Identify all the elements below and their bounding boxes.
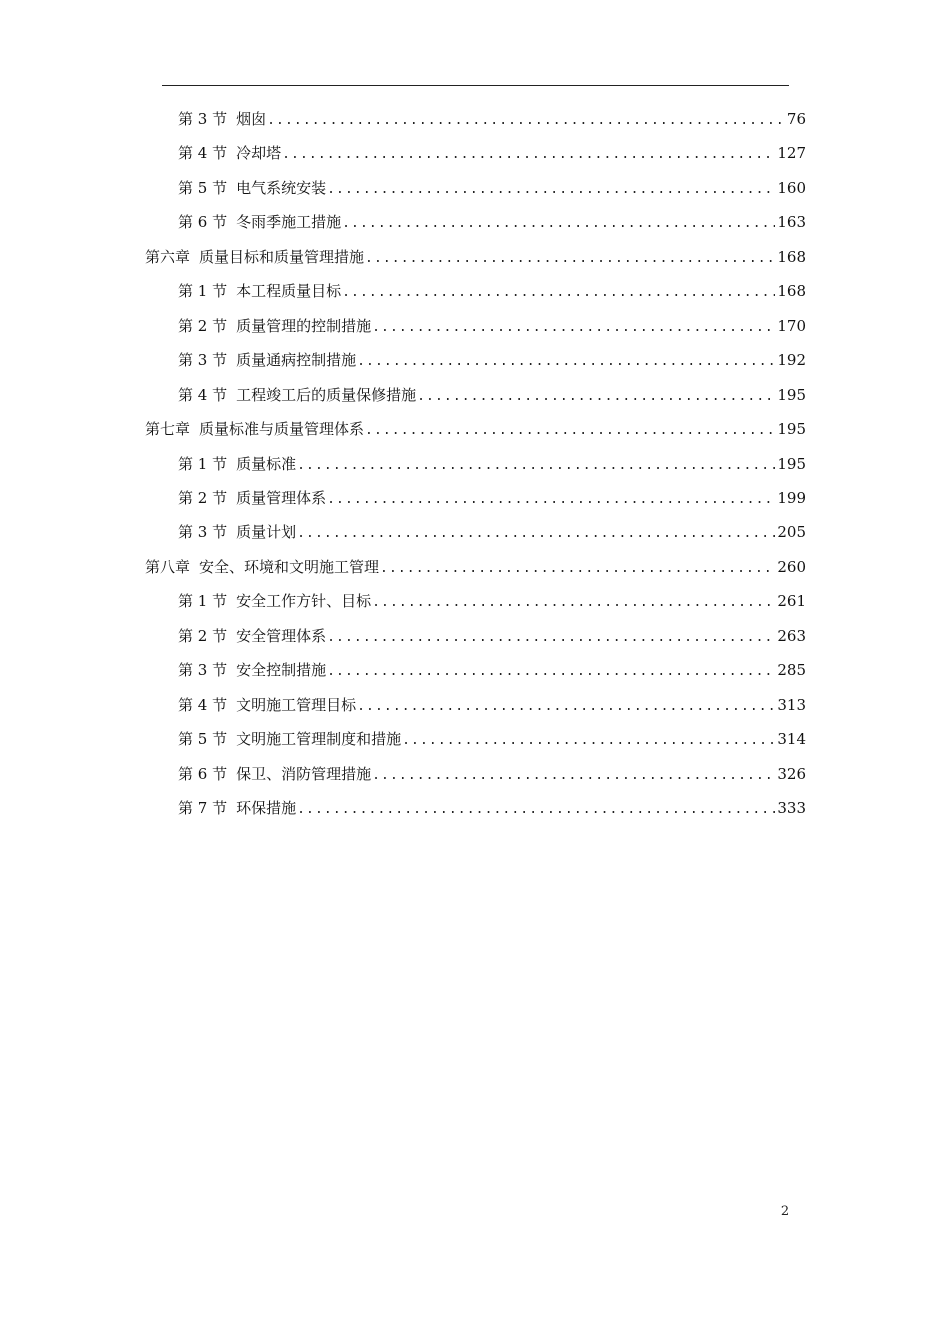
- toc-entry[interactable]: [178, 210, 806, 234]
- toc-entry-page: 199: [777, 489, 806, 507]
- toc-entry-title: 文明施工管理目标: [236, 696, 357, 714]
- toc-entry[interactable]: [178, 107, 806, 131]
- toc-entry-page: 168: [777, 248, 806, 266]
- toc-entry[interactable]: [145, 417, 806, 441]
- toc-leader-dots: [365, 419, 775, 443]
- toc-entry-page: 314: [777, 730, 806, 748]
- toc-leader-dots: [297, 522, 775, 546]
- toc-entry[interactable]: [178, 658, 806, 682]
- toc-leader-dots: [297, 454, 775, 478]
- toc-entry-page: 195: [777, 420, 806, 438]
- toc-entry-title: 保卫、消防管理措施: [236, 765, 372, 783]
- toc-entry[interactable]: [178, 452, 806, 476]
- toc-leader-dots: [267, 109, 785, 133]
- toc-entry-number: 第 2 节: [178, 317, 228, 335]
- toc-entry-title: 质量管理的控制措施: [236, 317, 372, 335]
- toc-entry-page: 160: [777, 179, 806, 197]
- toc-entry[interactable]: [178, 624, 806, 648]
- toc-entry-title: 冬雨季施工措施: [236, 213, 342, 231]
- toc-entry-page: 195: [777, 455, 806, 473]
- toc-leader-dots: [372, 591, 775, 615]
- toc-leader-dots: [357, 350, 775, 374]
- toc-leader-dots: [365, 247, 775, 271]
- toc-entry-title: 质量目标和质量管理措施: [199, 248, 365, 266]
- toc-entry-page: 170: [777, 317, 806, 335]
- toc-entry-page: 263: [777, 627, 806, 645]
- toc-entry-title: 安全控制措施: [236, 661, 327, 679]
- toc-entry-page: 192: [777, 351, 806, 369]
- toc-entry-number: 第 3 节: [178, 351, 228, 369]
- toc-leader-dots: [417, 385, 775, 409]
- toc-entry-page: 168: [777, 282, 806, 300]
- toc-entry-title: 文明施工管理制度和措施: [236, 730, 402, 748]
- toc-entry-title: 质量标准与质量管理体系: [199, 420, 365, 438]
- page-number: 2: [780, 1204, 790, 1219]
- toc-entry-number: 第六章: [145, 248, 191, 266]
- toc-entry-number: 第 4 节: [178, 144, 228, 162]
- header-rule: [162, 85, 789, 86]
- toc-entry[interactable]: [178, 383, 806, 407]
- toc-entry-title: 烟囱: [236, 110, 267, 128]
- toc-leader-dots: [402, 729, 775, 753]
- toc-entry-page: 261: [777, 592, 806, 610]
- toc-entry-page: 205: [777, 523, 806, 541]
- toc-leader-dots: [282, 143, 775, 167]
- toc-leader-dots: [380, 557, 775, 581]
- toc-entry-title: 质量计划: [236, 523, 297, 541]
- toc-entry[interactable]: [178, 796, 806, 820]
- toc-entry-title: 工程竣工后的质量保修措施: [236, 386, 417, 404]
- toc-entry[interactable]: [178, 693, 806, 717]
- toc-entry-title: 安全管理体系: [236, 627, 327, 645]
- toc-entry-number: 第 5 节: [178, 730, 228, 748]
- toc-entry-number: 第 3 节: [178, 661, 228, 679]
- toc-entry[interactable]: [178, 176, 806, 200]
- toc-leader-dots: [327, 178, 775, 202]
- toc-entry-title: 质量通病控制措施: [236, 351, 357, 369]
- toc-entry-title: 本工程质量目标: [236, 282, 342, 300]
- toc-entry[interactable]: [178, 762, 806, 786]
- toc-entry-number: 第七章: [145, 420, 191, 438]
- toc-entry-number: 第八章: [145, 558, 191, 576]
- toc-leader-dots: [327, 660, 775, 684]
- toc-entry-page: 285: [777, 661, 806, 679]
- toc-leader-dots: [327, 626, 775, 650]
- toc-entry-title: 安全工作方针、目标: [236, 592, 372, 610]
- toc-entry-number: 第 3 节: [178, 523, 228, 541]
- toc-entry-number: 第 7 节: [178, 799, 228, 817]
- toc-entry-title: 质量管理体系: [236, 489, 327, 507]
- toc-entry-number: 第 2 节: [178, 489, 228, 507]
- toc-entry-page: 163: [777, 213, 806, 231]
- toc-entry-page: 76: [786, 110, 806, 128]
- toc-entry[interactable]: [178, 141, 806, 165]
- toc-leader-dots: [372, 764, 775, 788]
- toc-entry-page: 326: [777, 765, 806, 783]
- toc-entry-title: 安全、环境和文明施工管理: [199, 558, 380, 576]
- toc-entry-number: 第 1 节: [178, 282, 228, 300]
- toc-entry-page: 333: [777, 799, 806, 817]
- toc-entry[interactable]: [145, 245, 806, 269]
- toc-leader-dots: [357, 695, 775, 719]
- toc-entry[interactable]: [178, 727, 806, 751]
- toc-entry[interactable]: [178, 589, 806, 613]
- toc-entry[interactable]: [178, 348, 806, 372]
- toc-entry[interactable]: [178, 486, 806, 510]
- toc-entry-page: 313: [777, 696, 806, 714]
- toc-entry-title: 冷却塔: [236, 144, 282, 162]
- toc-entry-number: 第 6 节: [178, 213, 228, 231]
- toc-entry-number: 第 1 节: [178, 455, 228, 473]
- toc-leader-dots: [297, 798, 775, 822]
- toc-entry-number: 第 4 节: [178, 386, 228, 404]
- toc-entry-number: 第 3 节: [178, 110, 228, 128]
- toc-entry-number: 第 6 节: [178, 765, 228, 783]
- toc-entry-page: 195: [777, 386, 806, 404]
- toc-leader-dots: [342, 212, 775, 236]
- toc-entry-title: 环保措施: [236, 799, 297, 817]
- toc-entry-title: 质量标准: [236, 455, 297, 473]
- toc-entry[interactable]: [145, 555, 806, 579]
- toc-entry-number: 第 4 节: [178, 696, 228, 714]
- toc-leader-dots: [372, 316, 775, 340]
- toc-entry-title: 电气系统安装: [236, 179, 327, 197]
- toc-entry-number: 第 1 节: [178, 592, 228, 610]
- toc-entry-number: 第 2 节: [178, 627, 228, 645]
- toc-entry[interactable]: [178, 520, 806, 544]
- toc-leader-dots: [342, 281, 775, 305]
- toc-leader-dots: [327, 488, 775, 512]
- toc-entry-page: 260: [777, 558, 806, 576]
- toc-entry[interactable]: [178, 279, 806, 303]
- toc-entry[interactable]: [178, 314, 806, 338]
- toc-entry-page: 127: [777, 144, 806, 162]
- toc-entry-number: 第 5 节: [178, 179, 228, 197]
